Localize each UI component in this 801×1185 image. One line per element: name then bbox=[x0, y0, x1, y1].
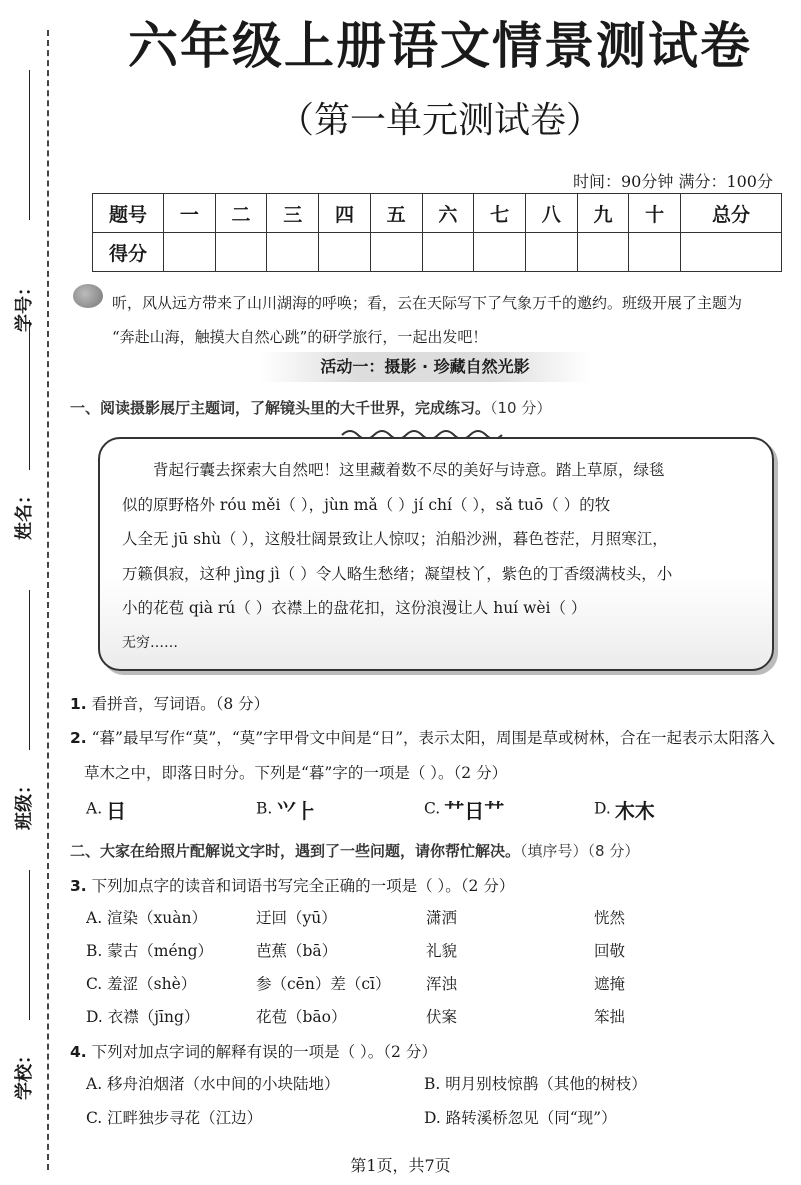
question-text: 看拼音，写词语。（8 分） bbox=[91, 695, 270, 713]
option-a-word-1[interactable]: A. 渲染（xuàn） bbox=[86, 909, 207, 927]
score-header-cell: 二 bbox=[215, 194, 267, 233]
passage-box bbox=[98, 437, 774, 671]
question-3 bbox=[70, 870, 514, 902]
section-2-text: 二、大家在给照片配解说文字时，遇到了一些问题，请你帮忙解决。 bbox=[70, 842, 521, 860]
page-subtitle: （第一单元测试卷） bbox=[277, 100, 602, 141]
binding-margin bbox=[0, 0, 56, 1185]
question-number: 4. bbox=[70, 1043, 87, 1061]
score-header-cell: 八 bbox=[525, 194, 577, 233]
score-cell[interactable] bbox=[681, 233, 782, 272]
student-id-line[interactable] bbox=[29, 70, 30, 220]
oracle-glyph-b: ⺍⺊ bbox=[276, 799, 317, 823]
question-text-line-1: “暮”最早写作“莫”，“莫”字甲骨文中间是“日”，表示太阳，周围是草或树林，合在一起表示太阳落入 bbox=[91, 729, 776, 747]
exam-meta: 时间：90分钟 满分：100分 bbox=[573, 172, 773, 191]
score-row-label: 得分 bbox=[93, 233, 164, 272]
option-b-word-2: 芭蕉（bā） bbox=[256, 942, 338, 960]
question-4 bbox=[70, 1036, 437, 1068]
score-header-cell: 三 bbox=[267, 194, 319, 233]
passage-line: 无穷…… bbox=[122, 634, 178, 651]
name-label: 姓名： bbox=[14, 486, 35, 540]
option-d-word-4: 笨拙 bbox=[594, 1008, 626, 1026]
option-b[interactable] bbox=[256, 795, 316, 824]
option-a-word-3: 潇洒 bbox=[426, 909, 458, 927]
question-1 bbox=[70, 688, 269, 720]
name-line[interactable] bbox=[29, 320, 30, 470]
intro-line-1: 听，风从远方带来了山川湖海的呼唤；看，云在天际写下了气象万千的邀约。班级开展了主题为 bbox=[112, 294, 743, 312]
option-a-word-4: 恍然 bbox=[594, 909, 626, 927]
page-title: 六年级上册语文情景测试卷 bbox=[128, 16, 752, 75]
student-id-label: 学号： bbox=[14, 278, 35, 332]
school-line[interactable] bbox=[29, 870, 30, 1020]
oracle-glyph-c: ⺿日⺿ bbox=[444, 799, 505, 823]
question-number: 2. bbox=[70, 729, 87, 747]
score-header-cell: 题号 bbox=[93, 194, 164, 233]
passage-line: 万籁俱寂，这种 jìng jì（ ）令人略生愁绪；凝望枝丫，紫色的丁香缀满枝头，小 bbox=[122, 564, 673, 583]
score-table-header-row bbox=[93, 194, 782, 233]
score-header-cell: 六 bbox=[422, 194, 474, 233]
option-d[interactable]: D. 路转溪桥忽见（同“现”） bbox=[424, 1109, 617, 1127]
score-header-cell: 九 bbox=[577, 194, 629, 233]
class-line[interactable] bbox=[29, 590, 30, 750]
option-letter: A. bbox=[86, 799, 103, 818]
option-c[interactable]: C. 江畔独步寻花（江边） bbox=[86, 1109, 263, 1127]
class-label: 班级： bbox=[14, 776, 35, 830]
score-table-score-row bbox=[93, 233, 782, 272]
option-d-word-1[interactable]: D. 衣襟（jīng） bbox=[86, 1008, 200, 1026]
passage-line: 背起行囊去探索大自然吧！这里藏着数不尽的美好与诗意。踏上草原，绿毯 bbox=[153, 461, 665, 479]
option-c-word-1[interactable]: C. 羞涩（shè） bbox=[86, 975, 197, 993]
question-text: 下列加点字的读音和词语书写完全正确的一项是（ ）。（2 分） bbox=[91, 877, 515, 895]
score-cell[interactable] bbox=[629, 233, 681, 272]
question-number: 3. bbox=[70, 877, 87, 895]
option-letter: D. bbox=[594, 799, 611, 818]
passage-line: 人全无 jū shù（ ），这般壮阔景致让人惊叹；泊船沙洲，暮色苍茫，月照寒江， bbox=[122, 530, 668, 548]
intro-text bbox=[112, 286, 801, 354]
score-cell[interactable] bbox=[577, 233, 629, 272]
option-d-word-2: 花苞（bāo） bbox=[256, 1008, 347, 1026]
option-b-word-4: 回敬 bbox=[594, 942, 626, 960]
passage-line: 小的花苞 qià rú（ ）衣襟上的盘花扣，这份浪漫让人 huí wèi（ ） bbox=[122, 599, 587, 617]
section-1-points: （10 分） bbox=[490, 399, 552, 417]
score-cell[interactable] bbox=[319, 233, 371, 272]
section-2-points: （填序号）（8 分） bbox=[520, 842, 640, 860]
option-c-word-4: 遮掩 bbox=[594, 975, 626, 993]
question-2 bbox=[70, 722, 800, 754]
passage-line: 似的原野格外 róu měi（ ），jùn mǎ（ ）jí chí（ ），sǎ tuō（ ）的牧 bbox=[122, 495, 611, 514]
option-letter: B. bbox=[256, 799, 273, 818]
score-cell[interactable] bbox=[215, 233, 267, 272]
option-c[interactable] bbox=[424, 795, 504, 824]
score-cell[interactable] bbox=[267, 233, 319, 272]
score-cell[interactable] bbox=[164, 233, 216, 272]
school-label: 学校： bbox=[14, 1046, 35, 1100]
question-number: 1. bbox=[70, 695, 87, 713]
section-1-text: 一、阅读摄影展厅主题词，了解镜头里的大千世界，完成练习。 bbox=[70, 399, 491, 417]
landscape-icon bbox=[73, 284, 103, 308]
oracle-glyph-d: 木木 bbox=[614, 799, 655, 823]
option-a[interactable] bbox=[86, 795, 126, 824]
question-2-line-2: 草木之中，即落日时分。下列是“暮”字的一项是（ ）。（2 分） bbox=[84, 764, 508, 782]
score-table bbox=[92, 193, 782, 272]
score-header-cell: 总分 bbox=[681, 194, 782, 233]
option-a[interactable]: A. 移舟泊烟渚（水中间的小块陆地） bbox=[86, 1075, 340, 1093]
cut-line bbox=[47, 30, 49, 1170]
option-c-word-2: 参（cēn）差（cī） bbox=[256, 975, 391, 993]
section-1-heading bbox=[70, 397, 551, 418]
intro-line-2: “奔赴山海，触摸大自然心跳”的研学旅行，一起出发吧！ bbox=[112, 328, 488, 346]
score-cell[interactable] bbox=[525, 233, 577, 272]
score-header-cell: 四 bbox=[319, 194, 371, 233]
option-letter: C. bbox=[424, 799, 441, 818]
option-b[interactable]: B. 明月别枝惊鹊（其他的树枝） bbox=[424, 1075, 647, 1093]
option-d[interactable] bbox=[594, 795, 655, 824]
activity-1-title: 活动一：摄影 · 珍藏自然光影 bbox=[260, 352, 590, 382]
section-2-heading bbox=[70, 840, 639, 861]
page-footer: 第1页，共7页 bbox=[350, 1156, 451, 1175]
question-text: 下列对加点字词的解释有误的一项是（ ）。（2 分） bbox=[91, 1043, 437, 1061]
option-b-word-3: 礼貌 bbox=[426, 942, 458, 960]
score-header-cell: 一 bbox=[164, 194, 216, 233]
score-cell[interactable] bbox=[474, 233, 526, 272]
option-c-word-3: 浑浊 bbox=[426, 975, 458, 993]
oracle-sun-glyph: 日 bbox=[106, 799, 127, 823]
option-a-word-2: 迂回（yū） bbox=[256, 909, 337, 927]
score-header-cell: 十 bbox=[629, 194, 681, 233]
score-header-cell: 五 bbox=[370, 194, 422, 233]
option-d-word-3: 伏案 bbox=[426, 1008, 458, 1026]
score-header-cell: 七 bbox=[474, 194, 526, 233]
score-cell[interactable] bbox=[422, 233, 474, 272]
score-cell[interactable] bbox=[370, 233, 422, 272]
option-b-word-1[interactable]: B. 蒙古（méng） bbox=[86, 942, 214, 960]
passage-text bbox=[122, 453, 752, 660]
